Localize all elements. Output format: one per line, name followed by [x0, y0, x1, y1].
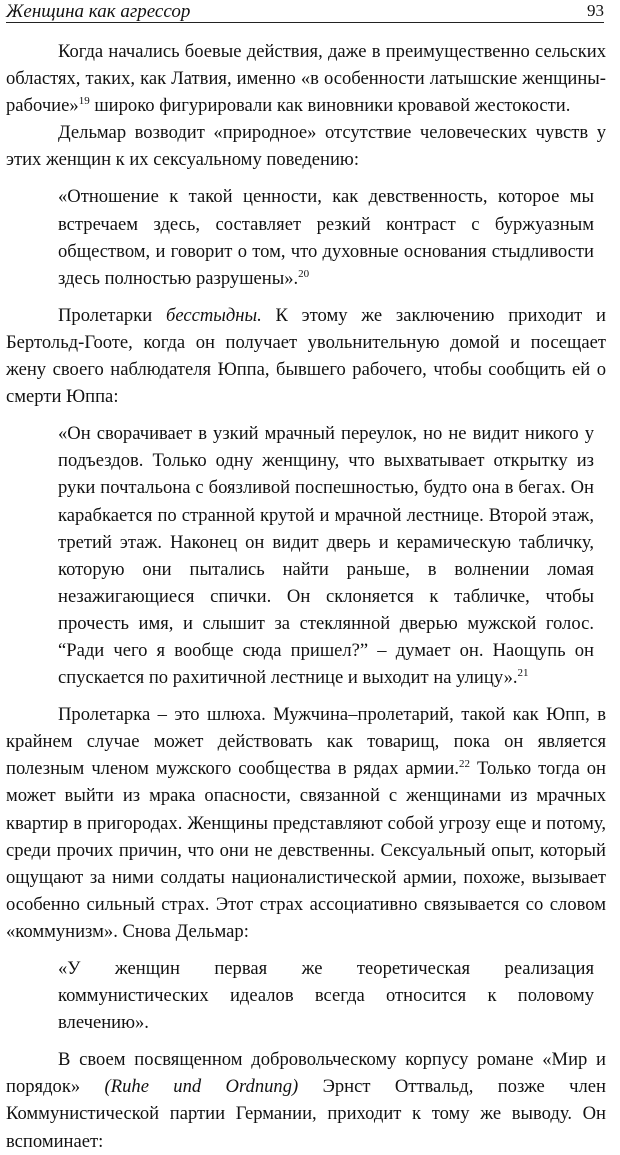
footnote-ref: 20: [298, 267, 310, 280]
paragraph-text: Дельмар возводит «природное» отсутствие человеческих чувств у этих женщин к их сексуальному поведению:: [6, 122, 606, 171]
emphasis: (Ruhe und Ordnung): [104, 1076, 299, 1098]
paragraph: [6, 302, 606, 410]
paragraph: [6, 701, 606, 945]
quote-text: «У женщин первая же теоретическая реализация коммунистических идеалов всегда относится к половому влечению».: [58, 958, 594, 1034]
paragraph: [6, 1046, 606, 1154]
block-quote: [58, 183, 594, 291]
paragraph-text: Эрнст Оттвальд, позже член Коммунистической партии Германии, приходит к тому же выводу. Он вспоминает:: [6, 1076, 607, 1152]
block-quote: [58, 955, 594, 1036]
quote-text: «Он сворачивает в узкий мрачный переулок, но не видит никого у подъездов. Только одну женщину, что выхватывает открытку из руки почтальона с боязливой поспешностью, будто она в бегах. Он карабкается по странной крутой и мрачной лестнице. Второй этаж, третий этаж. Наконец он видит дверь и керамическую табличку, которую они пытались найти раньше, в волнении ломая незажигающиеся спички. Он склоняется к табличке, чтобы прочесть имя, и слышит за стеклянной дверью мужской голос. “Ради чего я вообще сюда пришел?” – думает он. Наощупь он спускается по рахитичной лестнице и выходит на улицу».: [58, 423, 594, 689]
paragraph-text: Только тогда он может выйти из мрака опасности, связанной с женщинами из мрачных квартир в пригородах. Женщины представляют собой угрозу еще и потому, среди прочих причин, что они не девственны. Сексуальный опыт, который ощущают за ними солдаты националистической армии, похоже, вызывает особенно сильный страх. Этот страх ассоциативно связывается со словом «коммунизм». Снова Дельмар:: [6, 758, 606, 942]
footnote-ref: 21: [517, 666, 529, 679]
block-quote: [58, 420, 594, 691]
emphasis: бесстыдны.: [165, 304, 262, 326]
paragraph-text: В своем посвященном добровольческому корпусу романе «Мир и порядок»: [6, 1049, 606, 1098]
body-text: [6, 38, 606, 1155]
paragraph-text: широко фигурировали как виновники кровавой жестокости.: [89, 95, 571, 117]
page-header: [6, 0, 604, 23]
quote-text: «Отношение к такой ценности, как девственность, которое мы встречаем здесь, составляет резкий контраст с буржуазным обществом, и говорит о том, что духовные основания стыдливости здесь полностью разрушены».: [58, 186, 594, 289]
paragraph: [6, 38, 606, 119]
paragraph-text: Когда начались боевые действия, даже в преимущественно сельских областях, таких, как Латвия, именно «в особенности латышские женщины-рабочие»: [6, 41, 606, 117]
footnote-ref: 22: [459, 758, 470, 771]
paragraph: [6, 119, 606, 173]
paragraph-text: К этому же заключению приходит и Бертольд-Гооте, когда он получает увольнительную домой и посещает жену своего наблюдателя Юппа, бывшего рабочего, чтобы сообщить ей о смерти Юппа:: [6, 304, 606, 408]
paragraph-text: Пролетарки: [58, 304, 166, 326]
running-title: Женщина как агрессор: [6, 1, 191, 22]
page-number: 93: [587, 1, 604, 20]
footnote-ref: 19: [78, 95, 90, 107]
paragraph-text: Пролетарка – это шлюха. Мужчина–пролетарий, такой как Юпп, в крайнем случае может действовать как товарищ, пока он является полезным членом мужского сообщества в рядах армии.: [6, 704, 606, 780]
